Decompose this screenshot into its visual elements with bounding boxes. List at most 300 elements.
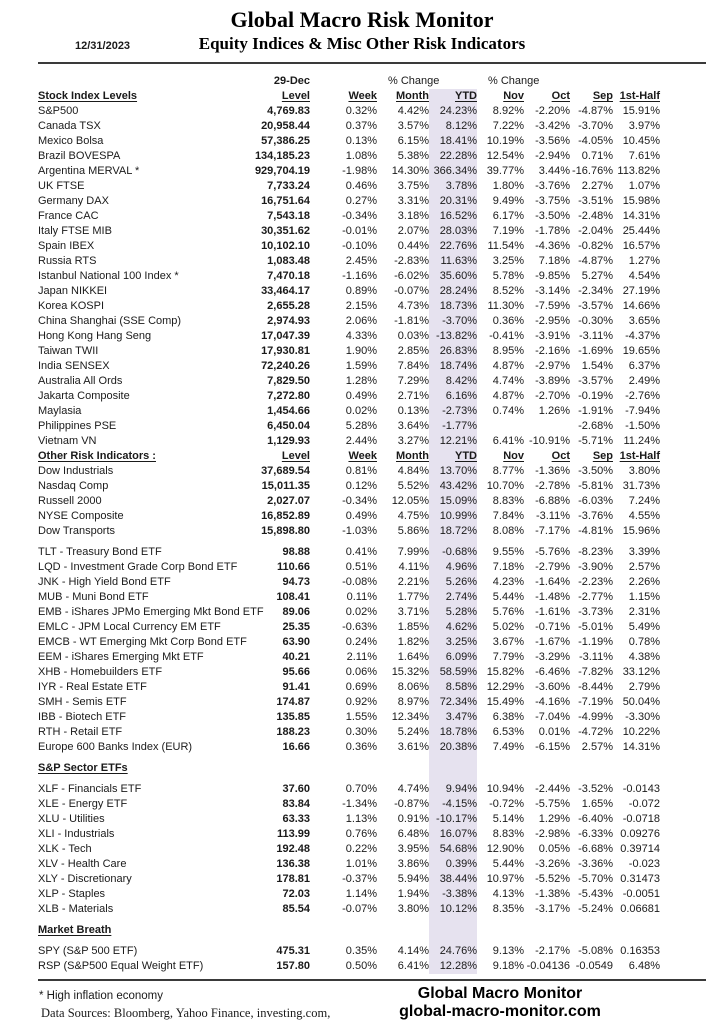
cell-name: IYR - Real Estate ETF bbox=[38, 681, 147, 693]
cell-nov: 7.18% bbox=[492, 561, 524, 573]
footnote: * High inflation economy bbox=[39, 990, 164, 1002]
cell-sep: 1.54% bbox=[581, 360, 613, 372]
cell-name: XLY - Discretionary bbox=[38, 873, 132, 885]
cell-month: 3.80% bbox=[397, 903, 429, 915]
cell-level: 17,930.81 bbox=[261, 345, 310, 357]
cell-level: 10,102.10 bbox=[261, 240, 310, 252]
cell-week: 2.44% bbox=[345, 435, 377, 447]
cell-level: 72.03 bbox=[282, 888, 310, 900]
cell-ytd bbox=[429, 74, 477, 89]
cell-sep: -5.71% bbox=[578, 435, 613, 447]
cell-month: 4.84% bbox=[397, 465, 429, 477]
cell-name: China Shanghai (SSE Comp) bbox=[38, 315, 182, 327]
cell-level: 110.66 bbox=[276, 561, 310, 573]
cell-week: 0.92% bbox=[345, 696, 377, 708]
cell-name: IBB - Biotech ETF bbox=[38, 711, 127, 723]
cell-ytd: -3.70% bbox=[429, 314, 477, 329]
cell-month: 3.57% bbox=[397, 120, 429, 132]
cell-sep: -6.40% bbox=[578, 813, 613, 825]
cell-oct: 7.18% bbox=[538, 255, 570, 267]
cell-week: 0.02% bbox=[345, 405, 377, 417]
cell-ytd: 18.72% bbox=[429, 524, 477, 539]
cell-first-half: 1.27% bbox=[628, 255, 660, 267]
cell-level: 57,386.25 bbox=[261, 135, 310, 147]
cell-nov: 8.08% bbox=[492, 525, 524, 537]
cell-week: 2.45% bbox=[345, 255, 377, 267]
cell-first-half bbox=[613, 74, 660, 89]
cell-level: 1,129.93 bbox=[267, 435, 310, 447]
cell-month: 4.73% bbox=[397, 300, 429, 312]
cell-first-half: 14.31% bbox=[622, 210, 660, 222]
cell-nov: 1.80% bbox=[492, 180, 524, 192]
cell-ytd: 20.38% bbox=[429, 740, 477, 755]
cell-ytd: 11.63% bbox=[429, 254, 477, 269]
cell-sep: -5.70% bbox=[578, 873, 613, 885]
cell-name: MUB - Muni Bond ETF bbox=[38, 591, 149, 603]
cell-week: 0.32% bbox=[345, 105, 377, 117]
cell-name: Brazil BOVESPA bbox=[38, 150, 121, 162]
table-row bbox=[38, 650, 668, 665]
table-row bbox=[38, 239, 668, 254]
cell-week: -0.34% bbox=[342, 210, 377, 222]
cell-level: 2,974.93 bbox=[267, 315, 310, 327]
cell-oct: -1.48% bbox=[535, 591, 570, 603]
cell-oct: -1.36% bbox=[535, 465, 570, 477]
cell-nov: 9.18% bbox=[492, 960, 524, 972]
cell-month: % Change bbox=[388, 75, 440, 87]
cell-oct: -1.67% bbox=[535, 636, 570, 648]
cell-nov: 9.55% bbox=[492, 546, 524, 558]
cell-level: 30,351.62 bbox=[261, 225, 310, 237]
data-sources: Data Sources: Bloomberg, Yahoo Finance, investing.com, bbox=[41, 1006, 331, 1020]
cell-nov: 8.52% bbox=[492, 285, 524, 297]
cell-week: 0.24% bbox=[345, 636, 377, 648]
cell-first-half: 0.78% bbox=[628, 636, 660, 648]
table-row bbox=[38, 695, 668, 710]
table-row bbox=[38, 545, 668, 560]
cell-nov: 12.90% bbox=[486, 843, 524, 855]
cell-first-half: 3.65% bbox=[628, 315, 660, 327]
cell-ytd: 72.34% bbox=[429, 695, 477, 710]
cell-oct: -4.16% bbox=[535, 696, 570, 708]
cell-week bbox=[310, 761, 377, 776]
cell-nov: 6.53% bbox=[492, 726, 524, 738]
cell-oct: -6.46% bbox=[535, 666, 570, 678]
cell-name: XLV - Health Care bbox=[38, 858, 127, 870]
table-row bbox=[38, 359, 668, 374]
cell-oct: -2.70% bbox=[535, 390, 570, 402]
cell-sep bbox=[570, 761, 613, 776]
cell-month: 4.42% bbox=[397, 105, 429, 117]
cell-name: XHB - Homebuilders ETF bbox=[38, 666, 163, 678]
cell-month: 3.18% bbox=[397, 210, 429, 222]
cell-oct bbox=[524, 74, 570, 89]
cell-nov: 4.23% bbox=[492, 576, 524, 588]
cell-oct: -2.16% bbox=[535, 345, 570, 357]
cell-name: NYSE Composite bbox=[38, 510, 124, 522]
cell-sep: -3.73% bbox=[578, 606, 613, 618]
cell-oct: -2.79% bbox=[535, 561, 570, 573]
cell-first-half bbox=[613, 761, 660, 776]
cell-week: Week bbox=[348, 450, 377, 462]
table-row bbox=[38, 959, 668, 974]
cell-nov: 7.84% bbox=[492, 510, 524, 522]
cell-ytd bbox=[429, 761, 477, 776]
cell-sep: -3.70% bbox=[578, 120, 613, 132]
cell-sep: -0.19% bbox=[578, 390, 613, 402]
cell-sep: 1.65% bbox=[581, 798, 613, 810]
cell-sep: -3.50% bbox=[578, 465, 613, 477]
cell-level: 2,027.07 bbox=[267, 495, 310, 507]
cell-nov: 4.87% bbox=[492, 390, 524, 402]
cell-nov: 7.19% bbox=[492, 225, 524, 237]
cell-ytd: 24.76% bbox=[429, 944, 477, 959]
cell-sep: -3.57% bbox=[578, 375, 613, 387]
cell-name: EMCB - WT Emerging Mkt Corp Bond ETF bbox=[38, 636, 247, 648]
cell-name: JNK - High Yield Bond ETF bbox=[38, 576, 171, 588]
cell-first-half: 4.54% bbox=[628, 270, 660, 282]
cell-ytd: 18.74% bbox=[429, 359, 477, 374]
cell-week: -0.63% bbox=[342, 621, 377, 633]
cell-month: 0.91% bbox=[397, 813, 429, 825]
cell-level: 72,240.26 bbox=[261, 360, 310, 372]
cell-nov: 10.97% bbox=[486, 873, 524, 885]
cell-ytd: 26.83% bbox=[429, 344, 477, 359]
cell-nov: 39.77% bbox=[486, 165, 524, 177]
cell-sep: -1.69% bbox=[578, 345, 613, 357]
cell-level: 135.85 bbox=[276, 711, 310, 723]
cell-ytd: -10.17% bbox=[429, 812, 477, 827]
cell-oct: -3.89% bbox=[535, 375, 570, 387]
cell-first-half: 33.12% bbox=[622, 666, 660, 678]
cell-month bbox=[377, 761, 429, 776]
cell-level: 16,751.64 bbox=[261, 195, 310, 207]
table-row bbox=[38, 104, 668, 119]
cell-oct: 0.01% bbox=[538, 726, 570, 738]
cell-week: 0.49% bbox=[345, 510, 377, 522]
cell-first-half bbox=[613, 923, 660, 938]
cell-sep: -1.91% bbox=[578, 405, 613, 417]
cell-sep: -4.87% bbox=[578, 255, 613, 267]
cell-first-half: 16.57% bbox=[622, 240, 660, 252]
cell-month: 15.32% bbox=[391, 666, 429, 678]
cell-name: Hong Kong Hang Seng bbox=[38, 330, 152, 342]
cell-sep: -1.19% bbox=[578, 636, 613, 648]
cell-week: 1.01% bbox=[345, 858, 377, 870]
cell-name bbox=[38, 89, 250, 104]
cell-first-half: 1st-Half bbox=[619, 450, 660, 462]
table-row bbox=[38, 404, 668, 419]
cell-name: UK FTSE bbox=[38, 180, 85, 192]
cell-nov: 9.13% bbox=[492, 945, 524, 957]
cell-first-half: 0.39714 bbox=[620, 843, 660, 855]
cell-month: -0.07% bbox=[394, 285, 429, 297]
cell-sep: -3.11% bbox=[578, 330, 613, 342]
cell-nov: 5.44% bbox=[492, 591, 524, 603]
table-row bbox=[38, 194, 668, 209]
cell-oct: -3.14% bbox=[535, 285, 570, 297]
cell-week: -0.07% bbox=[342, 903, 377, 915]
section-title: S&P Sector ETFs bbox=[38, 762, 128, 774]
cell-oct: -2.44% bbox=[535, 783, 570, 795]
cell-nov: 5.02% bbox=[492, 621, 524, 633]
cell-nov: 5.44% bbox=[492, 858, 524, 870]
cell-ytd: 10.12% bbox=[429, 902, 477, 917]
cell-sep: -3.11% bbox=[578, 651, 613, 663]
cell-oct: -9.85% bbox=[535, 270, 570, 282]
cell-name: Istanbul National 100 Index * bbox=[38, 270, 179, 282]
cell-week: 0.89% bbox=[345, 285, 377, 297]
cell-nov: 4.87% bbox=[492, 360, 524, 372]
cell-sep: -4.05% bbox=[578, 135, 613, 147]
table-row bbox=[38, 902, 668, 917]
cell-ytd: 58.59% bbox=[429, 665, 477, 680]
cell-sep: -8.44% bbox=[578, 681, 613, 693]
cell-month: Month bbox=[396, 450, 429, 462]
cell-level: 95.66 bbox=[282, 666, 310, 678]
cell-month: 7.84% bbox=[397, 360, 429, 372]
table-row bbox=[38, 575, 668, 590]
section-title: Market Breath bbox=[38, 924, 112, 936]
cell-level: 33,464.17 bbox=[261, 285, 310, 297]
table-row bbox=[38, 254, 668, 269]
cell-oct: -5.75% bbox=[535, 798, 570, 810]
cell-name: XLU - Utilities bbox=[38, 813, 105, 825]
cell-nov: 7.22% bbox=[492, 120, 524, 132]
cell-oct: -10.91% bbox=[529, 435, 570, 447]
cell-first-half: 50.04% bbox=[622, 696, 660, 708]
cell-ytd: 4.62% bbox=[429, 620, 477, 635]
cell-nov: 11.30% bbox=[487, 300, 524, 312]
cell-oct: -3.26% bbox=[535, 858, 570, 870]
cell-ytd: 18.73% bbox=[429, 299, 477, 314]
cell-month: -0.87% bbox=[394, 798, 429, 810]
cell-level: 15,898.80 bbox=[261, 525, 310, 537]
cell-week: 0.81% bbox=[345, 465, 377, 477]
cell-week: 0.12% bbox=[345, 480, 377, 492]
cell-sep: -6.03% bbox=[578, 495, 613, 507]
cell-week: 1.59% bbox=[345, 360, 377, 372]
cell-level: 16.66 bbox=[282, 741, 310, 753]
cell-week: 5.28% bbox=[345, 420, 377, 432]
cell-oct bbox=[524, 923, 570, 938]
cell-name: RTH - Retail ETF bbox=[38, 726, 123, 738]
cell-name: Korea KOSPI bbox=[38, 300, 105, 312]
cell-level: 1,083.48 bbox=[267, 255, 310, 267]
table-row bbox=[38, 782, 668, 797]
cell-level: 15,011.35 bbox=[261, 480, 310, 492]
table-row bbox=[38, 179, 668, 194]
cell-sep: -7.82% bbox=[578, 666, 613, 678]
cell-first-half: 0.31473 bbox=[620, 873, 660, 885]
cell-week: -1.34% bbox=[342, 798, 377, 810]
cell-nov bbox=[477, 923, 524, 938]
cell-ytd: 54.68% bbox=[429, 842, 477, 857]
cell-sep: -2.68% bbox=[578, 420, 613, 432]
table-row bbox=[38, 464, 668, 479]
cell-week: -0.10% bbox=[342, 240, 377, 252]
bottom-divider bbox=[38, 979, 706, 981]
cell-first-half: 15.98% bbox=[622, 195, 660, 207]
cell-month: 2.07% bbox=[397, 225, 429, 237]
cell-name: Europe 600 Banks Index (EUR) bbox=[38, 741, 193, 753]
cell-oct: -2.20% bbox=[535, 105, 570, 117]
cell-sep: 5.27% bbox=[581, 270, 613, 282]
cell-first-half: 3.80% bbox=[628, 465, 660, 477]
cell-name: Germany DAX bbox=[38, 195, 109, 207]
cell-level: 7,543.18 bbox=[267, 210, 310, 222]
cell-first-half: 15.91% bbox=[622, 105, 660, 117]
cell-oct: -2.97% bbox=[535, 360, 570, 372]
cell-nov: -0.41% bbox=[489, 330, 524, 342]
cell-ytd: 8.42% bbox=[429, 374, 477, 389]
cell-week: 0.30% bbox=[345, 726, 377, 738]
cell-week: 0.02% bbox=[345, 606, 377, 618]
cell-sep: -2.23% bbox=[578, 576, 613, 588]
cell-week: -0.01% bbox=[342, 225, 377, 237]
cell-oct: -3.91% bbox=[535, 330, 570, 342]
table-row bbox=[38, 797, 668, 812]
cell-level: 113.99 bbox=[276, 828, 310, 840]
table-row bbox=[38, 605, 668, 620]
cell-level: 7,829.50 bbox=[267, 375, 310, 387]
cell-ytd bbox=[429, 923, 477, 938]
cell-ytd: 9.94% bbox=[429, 782, 477, 797]
cell-name: Australia All Ords bbox=[38, 375, 123, 387]
table-row bbox=[38, 872, 668, 887]
cell-ytd: 3.47% bbox=[429, 710, 477, 725]
cell-level: Level bbox=[281, 450, 310, 462]
cell-week: 0.35% bbox=[345, 945, 377, 957]
cell-month: 8.97% bbox=[397, 696, 429, 708]
cell-oct: 1.26% bbox=[538, 405, 570, 417]
cell-sep: 2.27% bbox=[581, 180, 613, 192]
cell-oct: -3.50% bbox=[535, 210, 570, 222]
page-title: Global Macro Risk Monitor bbox=[230, 7, 494, 32]
cell-name: EMB - iShares JPMo Emerging Mkt Bond ETF bbox=[38, 606, 264, 618]
cell-level: 20,958.44 bbox=[261, 120, 310, 132]
cell-nov: 8.83% bbox=[492, 495, 524, 507]
table-row bbox=[38, 635, 668, 650]
cell-week: Week bbox=[348, 90, 377, 102]
cell-ytd: 38.44% bbox=[429, 872, 477, 887]
cell-nov: 3.67% bbox=[492, 636, 524, 648]
cell-level: 17,047.39 bbox=[261, 330, 310, 342]
table-row bbox=[38, 710, 668, 725]
cell-sep: -4.87% bbox=[578, 105, 613, 117]
cell-level: 94.73 bbox=[282, 576, 310, 588]
cell-month: 6.41% bbox=[397, 960, 429, 972]
cell-level: 4,769.83 bbox=[267, 105, 310, 117]
cell-nov: 0.74% bbox=[492, 405, 524, 417]
cell-level: 192.48 bbox=[276, 843, 310, 855]
cell-level: 7,733.24 bbox=[267, 180, 310, 192]
cell-ytd: 12.28% bbox=[429, 959, 477, 974]
cell-nov: 6.41% bbox=[492, 435, 524, 447]
cell-first-half: 3.39% bbox=[628, 546, 660, 558]
cell-name: Dow Transports bbox=[38, 525, 116, 537]
cell-name: Nasdaq Comp bbox=[38, 480, 109, 492]
cell-sep: -0.30% bbox=[578, 315, 613, 327]
cell-ytd: 6.16% bbox=[429, 389, 477, 404]
cell-sep: -2.77% bbox=[578, 591, 613, 603]
cell-month: 0.44% bbox=[397, 240, 429, 252]
cell-week: -0.08% bbox=[342, 576, 377, 588]
cell-first-half: 15.96% bbox=[622, 525, 660, 537]
cell-ytd: 0.39% bbox=[429, 857, 477, 872]
cell-ytd: 15.09% bbox=[429, 494, 477, 509]
table-row bbox=[38, 344, 668, 359]
table-row bbox=[38, 494, 668, 509]
cell-ytd: 12.21% bbox=[429, 434, 477, 449]
cell-name: XLK - Tech bbox=[38, 843, 92, 855]
cell-sep: -4.72% bbox=[578, 726, 613, 738]
cell-month: 1.64% bbox=[397, 651, 429, 663]
cell-sep: -2.04% bbox=[578, 225, 613, 237]
cell-week: 0.13% bbox=[345, 135, 377, 147]
cell-name: Italy FTSE MIB bbox=[38, 225, 112, 237]
cell-sep: -7.19% bbox=[578, 696, 613, 708]
cell-sep: 0.71% bbox=[581, 150, 613, 162]
cell-first-half: 0.16353 bbox=[620, 945, 660, 957]
cell-month: 5.52% bbox=[397, 480, 429, 492]
cell-level: 1,454.66 bbox=[267, 405, 310, 417]
cell-first-half: 14.66% bbox=[622, 300, 660, 312]
cell-ytd: 18.41% bbox=[429, 134, 477, 149]
cell-nov: 10.94% bbox=[486, 783, 524, 795]
cell-nov: 7.79% bbox=[492, 651, 524, 663]
cell-oct: 3.44% bbox=[538, 165, 570, 177]
cell-first-half: -0.0051 bbox=[622, 888, 660, 900]
cell-month: 2.85% bbox=[397, 345, 429, 357]
cell-nov: 5.76% bbox=[492, 606, 524, 618]
cell-name: XLP - Staples bbox=[38, 888, 106, 900]
cell-oct bbox=[524, 761, 570, 776]
table-row bbox=[38, 299, 668, 314]
cell-month: 4.75% bbox=[397, 510, 429, 522]
cell-week: 1.14% bbox=[345, 888, 377, 900]
cell-month: 2.21% bbox=[397, 576, 429, 588]
cell-nov: 5.14% bbox=[492, 813, 524, 825]
cell-month: 3.71% bbox=[397, 606, 429, 618]
cell-first-half: 0.09276 bbox=[620, 828, 660, 840]
cell-level: Level bbox=[281, 90, 310, 102]
cell-week: 4.33% bbox=[345, 330, 377, 342]
cell-ytd: 22.76% bbox=[429, 239, 477, 254]
cell-name: Philippines PSE bbox=[38, 420, 117, 432]
cell-ytd: 4.96% bbox=[429, 560, 477, 575]
table-row bbox=[38, 149, 668, 164]
cell-oct: -7.59% bbox=[535, 300, 570, 312]
cell-week: 0.70% bbox=[345, 783, 377, 795]
cell-level: 136.38 bbox=[276, 858, 310, 870]
cell-nov: 8.92% bbox=[492, 105, 524, 117]
cell-oct: -4.36% bbox=[535, 240, 570, 252]
cell-level bbox=[250, 923, 310, 938]
cell-ytd: 5.26% bbox=[429, 575, 477, 590]
cell-name bbox=[38, 74, 250, 89]
cell-sep: Sep bbox=[592, 450, 613, 462]
cell-week: 0.36% bbox=[345, 741, 377, 753]
cell-ytd: 5.28% bbox=[429, 605, 477, 620]
cell-month: 5.86% bbox=[397, 525, 429, 537]
cell-ytd: 22.28% bbox=[429, 149, 477, 164]
cell-first-half: 14.31% bbox=[622, 741, 660, 753]
cell-first-half: 10.45% bbox=[622, 135, 660, 147]
cell-first-half: 6.48% bbox=[628, 960, 660, 972]
cell-month: 8.06% bbox=[397, 681, 429, 693]
cell-name: India SENSEX bbox=[38, 360, 110, 372]
